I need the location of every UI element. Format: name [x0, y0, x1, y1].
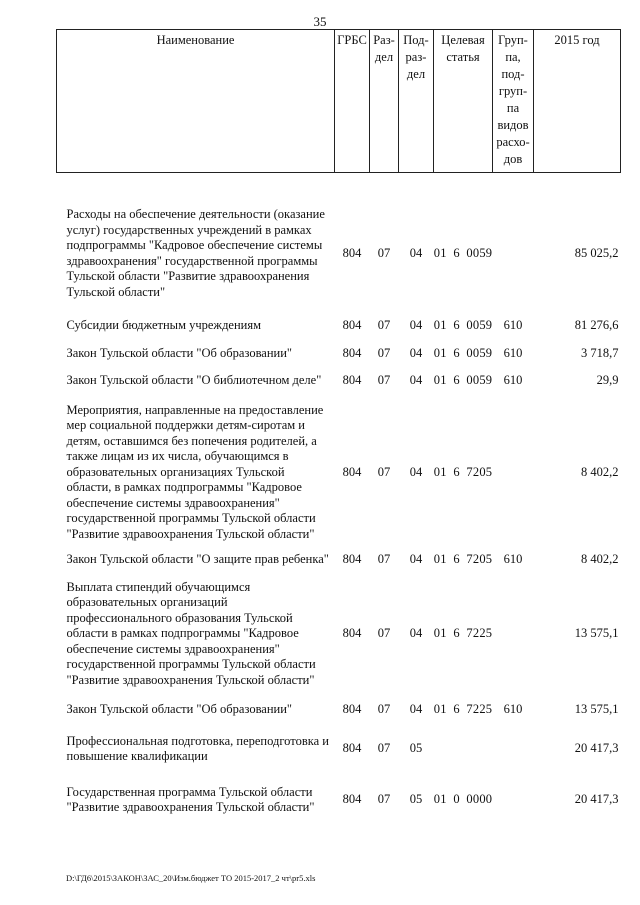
- budget-table: [56, 29, 621, 816]
- cell-name: Закон Тульской области "Об образовании": [66, 702, 293, 716]
- cell-celevaya: [434, 734, 493, 765]
- cell-razdel: 07: [377, 318, 391, 332]
- cell-celevaya: 01 6 0059: [433, 373, 493, 387]
- cell-podrazdel: 04: [409, 318, 423, 332]
- cell-name: Расходы на обеспечение деятельности (оказание услуг) государственных учреждений в рамках подпрограммы "Кадровое обеспечение системы здравоохранения" государственной программы Тульской области "Развитие здравоохранения Тульской области": [66, 207, 325, 299]
- cell-razdel: 07: [377, 464, 391, 479]
- cell-amount: 20 417,3: [574, 792, 619, 807]
- cell-amount: 13 575,1: [574, 702, 619, 716]
- cell-razdel: 07: [377, 373, 391, 387]
- cell-amount: 20 417,3: [574, 741, 619, 756]
- table-row: [57, 702, 621, 718]
- cell-vid: [493, 403, 534, 543]
- cell-grbs: 804: [342, 318, 362, 332]
- cell-razdel: 07: [377, 345, 391, 360]
- cell-name: Выплата стипендий обучающимся образовательных организаций профессионального образования Тульской области в рамках подпрограммы "Кадровое обеспечение системы здравоохранения" государственной программы Тульской области "Развитие здравоохранения Тульской области": [66, 579, 316, 687]
- table-row: [57, 403, 621, 543]
- cell-amount: 8 402,2: [581, 552, 619, 566]
- cell-grbs: 804: [342, 626, 362, 640]
- row-spacer: [57, 389, 621, 403]
- cell-grbs: 804: [342, 464, 362, 479]
- cell-name: Субсидии бюджетным учреждениям: [66, 318, 262, 332]
- cell-amount: 85 025,2: [574, 245, 619, 260]
- table-row: [57, 734, 621, 765]
- cell-vid: [493, 734, 534, 765]
- table-row: [57, 785, 621, 816]
- row-spacer: [57, 334, 621, 346]
- cell-razdel: 07: [377, 702, 391, 716]
- cell-podrazdel: 04: [409, 626, 423, 640]
- cell-podrazdel: 04: [409, 552, 423, 566]
- cell-vid: [493, 580, 534, 689]
- cell-podrazdel: 04: [409, 702, 423, 716]
- footer-file-path: D:\ГД6\2015\ЗАКОН\ЗАС_20\Изм.бюджет ТО 2015-2017_2 чт\pr5.xls: [66, 873, 316, 883]
- table-row: [57, 373, 621, 389]
- cell-name: Закон Тульской области "Об образовании": [66, 345, 293, 360]
- cell-name: Закон Тульской области "О защите прав ребенка": [66, 552, 329, 566]
- table-body: [57, 173, 621, 816]
- table-row: [57, 552, 621, 568]
- table-row: [57, 318, 621, 334]
- cell-celevaya: 01 6 7205: [433, 552, 493, 566]
- row-spacer: [57, 688, 621, 702]
- cell-vid: 610: [503, 345, 523, 360]
- cell-grbs: 804: [342, 345, 362, 360]
- cell-grbs: 804: [342, 373, 362, 387]
- cell-name: Профессиональная подготовка, переподготовка и повышение квалификации: [66, 733, 329, 763]
- cell-razdel: 07: [377, 626, 391, 640]
- header-podrazdel: Под-раз-дел: [399, 30, 434, 173]
- table-row: [57, 346, 621, 362]
- row-spacer: [57, 718, 621, 734]
- cell-amount: 13 575,1: [574, 626, 619, 640]
- cell-grbs: 804: [342, 792, 362, 807]
- cell-grbs: 804: [342, 245, 362, 260]
- cell-razdel: 07: [377, 552, 391, 566]
- cell-vid: [493, 207, 534, 300]
- page-number: 35: [313, 14, 327, 29]
- row-spacer: [57, 542, 621, 552]
- cell-podrazdel: 04: [409, 345, 423, 360]
- header-razdel: Раз-дел: [370, 30, 399, 173]
- cell-podrazdel: 05: [409, 741, 423, 756]
- cell-name: Государственная программа Тульской области "Развитие здравоохранения Тульской области": [66, 784, 315, 814]
- cell-celevaya: 01 0 0000: [433, 792, 493, 807]
- cell-vid: 610: [503, 373, 523, 387]
- cell-podrazdel: 05: [409, 792, 423, 807]
- cell-vid: 610: [503, 552, 523, 566]
- cell-razdel: 07: [377, 792, 391, 807]
- cell-vid: 610: [503, 702, 523, 716]
- cell-podrazdel: 04: [409, 245, 423, 260]
- cell-razdel: 07: [377, 741, 391, 756]
- cell-celevaya: 01 6 7225: [433, 702, 493, 716]
- row-spacer: [57, 300, 621, 318]
- header-name: Наименование: [57, 30, 335, 173]
- cell-celevaya: 01 6 0059: [433, 318, 493, 332]
- header-celevaya: Целевая статья: [434, 30, 493, 173]
- cell-vid: 610: [503, 318, 523, 332]
- cell-podrazdel: 04: [409, 464, 423, 479]
- cell-name: Закон Тульской области "О библиотечном деле": [66, 373, 322, 387]
- cell-celevaya: 01 6 0059: [433, 245, 493, 260]
- cell-celevaya: 01 6 7205: [433, 464, 493, 479]
- cell-razdel: 07: [377, 245, 391, 260]
- cell-amount: 3 718,7: [581, 345, 619, 360]
- cell-amount: 81 276,6: [574, 318, 619, 332]
- cell-amount: 29,9: [596, 373, 619, 387]
- cell-grbs: 804: [342, 702, 362, 716]
- row-spacer: [57, 568, 621, 580]
- cell-grbs: 804: [342, 741, 362, 756]
- cell-amount: 8 402,2: [581, 464, 619, 479]
- row-spacer: [57, 361, 621, 373]
- header-gruppa: Груп-па, под-груп-па видов расхо-дов: [493, 30, 534, 173]
- table-row: [57, 207, 621, 300]
- table-header-row: [57, 30, 621, 173]
- cell-podrazdel: 04: [409, 373, 423, 387]
- header-grbs: ГРБС: [335, 30, 370, 173]
- cell-name: Мероприятия, направленные на предоставление мер социальной поддержки детям-сиротам и детям, оставшимся без попечения родителей, а также лицам из их числа, обучающимся в образовательных организациях Тульской области, в рамках подпрограммы "Кадровое обеспечение системы здравоохранения" государственной программы Тульской области "Развитие здравоохранения Тульской области": [66, 402, 324, 541]
- row-spacer: [57, 173, 621, 208]
- table-row: [57, 580, 621, 689]
- row-spacer: [57, 765, 621, 785]
- cell-celevaya: 01 6 0059: [433, 345, 493, 360]
- cell-celevaya: 01 6 7225: [433, 626, 493, 640]
- cell-vid: [493, 785, 534, 816]
- cell-grbs: 804: [342, 552, 362, 566]
- header-year: 2015 год: [534, 30, 621, 173]
